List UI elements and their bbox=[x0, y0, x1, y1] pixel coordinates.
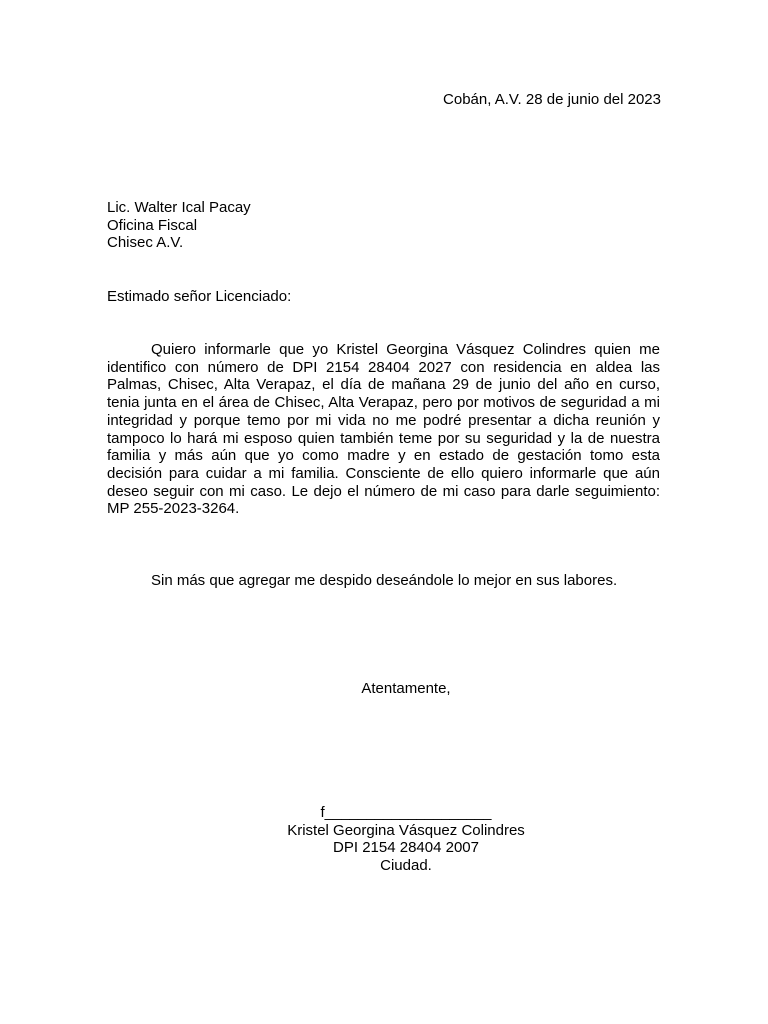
date-line: Cobán, A.V. 28 de junio del 2023 bbox=[443, 91, 661, 108]
recipient-location: Chisec A.V. bbox=[107, 234, 184, 252]
salutation: Estimado señor Licenciado: bbox=[107, 288, 292, 305]
signer-dpi: DPI 2154 28404 2007 bbox=[333, 839, 479, 857]
closing-paragraph: Sin más que agregar me despido deseándole lo mejor en sus labores. bbox=[151, 572, 618, 589]
signer-name: Kristel Georgina Vásquez Colindres bbox=[287, 821, 525, 839]
body-paragraph: Quiero informarle que yo Kristel Georgina Vásquez Colindres quien me identifico con número de DPI 2154 28404 2027 con residencia en aldea las Palmas, Chisec, Alta Verapaz, el día de mañana 29 de junio del año en curso, tenia junta en el área de Chisec, Alta Verapaz, pero por motivos de seguridad a mi integridad y porque temo por mi vida no me podré presentar a dicha reunión y tampoco lo hará mi esposo quien también teme por su seguridad y la de nuestra familia y más aún que yo como madre y en estado de gestación tomo esta decisión para cuidar a mi familia. Consciente de ello quiero informarle que aún deseo seguir con mi caso. Le dejo el número de mi caso para darle seguimiento: MP 255-2023-3264. bbox=[107, 341, 660, 518]
recipient-block bbox=[107, 199, 251, 252]
signer-city: Ciudad. bbox=[380, 857, 432, 875]
recipient-name: Lic. Walter Ical Pacay bbox=[107, 199, 251, 216]
signature-line: f____________________ bbox=[320, 804, 492, 821]
signature-block bbox=[0, 804, 768, 875]
recipient-office: Oficina Fiscal bbox=[107, 216, 198, 234]
farewell: Atentamente, bbox=[361, 680, 451, 697]
